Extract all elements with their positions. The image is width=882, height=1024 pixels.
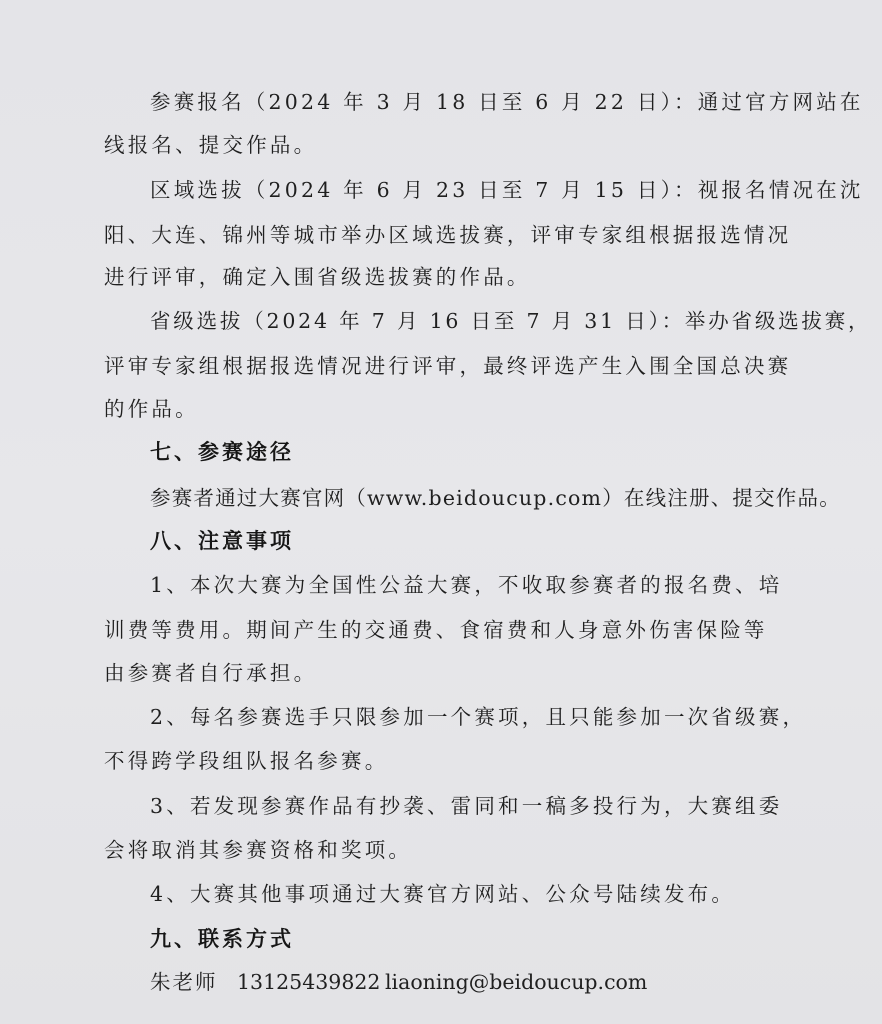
- notice-2-line-1: 2、每名参赛选手只限参加一个赛项，且只能参加一次省级赛，: [150, 705, 807, 729]
- regional-line-1: 区域选拔（2024 年 6 月 23 日至 7 月 15 日）：视报名情况在沈: [150, 178, 864, 202]
- provincial-line-2: 评审专家组根据报选情况进行评审，最终评选产生入围全国总决赛: [104, 354, 792, 378]
- regional-line-3: 进行评审，确定入围省级选拔赛的作品。: [104, 265, 531, 289]
- contact-phone: 13125439822: [237, 970, 381, 994]
- registration-line-1: 参赛报名（2024 年 3 月 18 日至 6 月 22 日）：通过官方网站在: [150, 90, 864, 114]
- notice-3-line-2: 会将取消其参赛资格和奖项。: [104, 838, 413, 862]
- notice-1-line-1: 1、本次大赛为全国性公益大赛，不收取参赛者的报名费、培: [150, 573, 783, 597]
- section-9-heading: 九、联系方式: [150, 926, 294, 951]
- section-7-heading: 七、参赛途径: [150, 439, 294, 464]
- regional-line-2: 阳、大连、锦州等城市举办区域选拔赛，评审专家组根据报选情况: [104, 223, 792, 247]
- registration-line-2: 线报名、提交作品。: [104, 133, 318, 157]
- provincial-line-3: 的作品。: [104, 397, 199, 421]
- section-8-heading: 八、注意事项: [150, 528, 294, 553]
- notice-3-line-1: 3、若发现参赛作品有抄袭、雷同和一稿多投行为，大赛组委: [150, 794, 783, 818]
- contact-name: 朱老师: [150, 970, 218, 994]
- section-7-line-1: 参赛者通过大赛官网（www.beidoucup.com）在线注册、提交作品。: [150, 486, 841, 510]
- notice-2-line-2: 不得跨学段组队报名参赛。: [104, 749, 389, 773]
- notice-1-line-3: 由参赛者自行承担。: [104, 661, 318, 685]
- contact-email: liaoning@beidoucup.com: [385, 970, 648, 994]
- provincial-line-1: 省级选拔（2024 年 7 月 16 日至 7 月 31 日）：举办省级选拔赛，: [150, 309, 872, 333]
- notice-1-line-2: 训费等费用。期间产生的交通费、食宿费和人身意外伤害保险等: [104, 618, 768, 642]
- notice-4-line-1: 4、大赛其他事项通过大赛官方网站、公众号陆续发布。: [150, 882, 736, 906]
